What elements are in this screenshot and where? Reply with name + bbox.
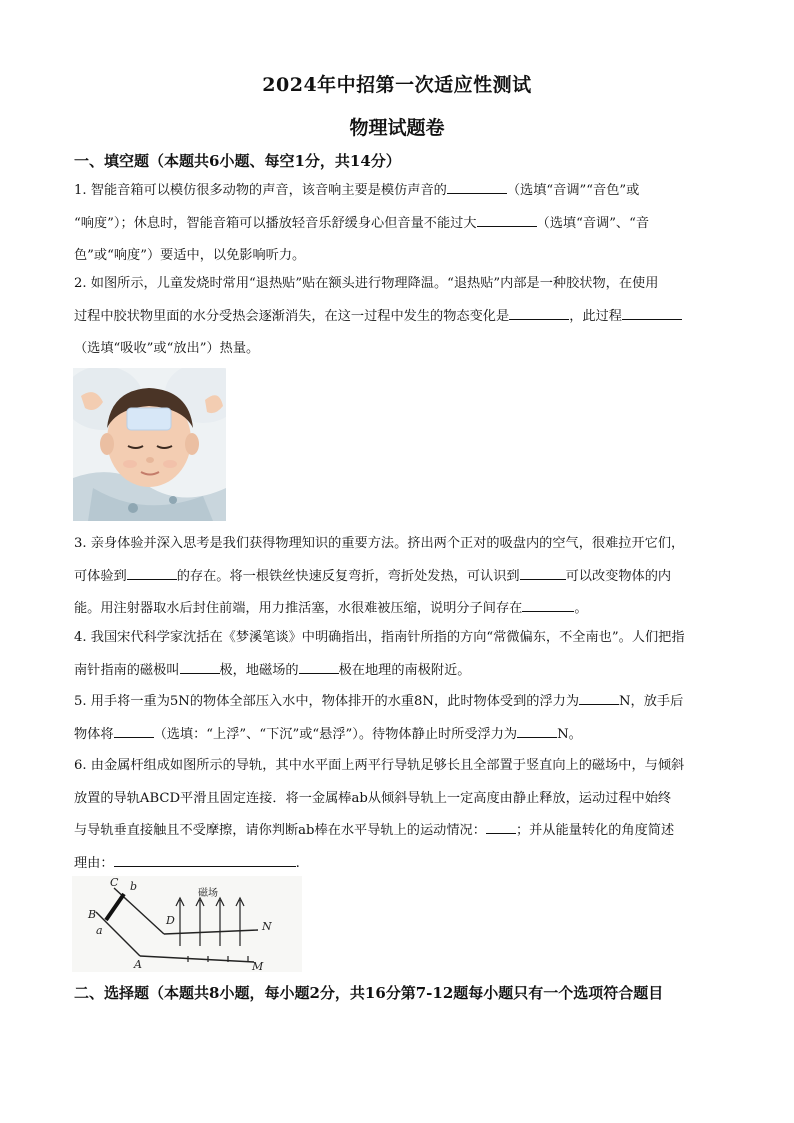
- label-a: a: [96, 924, 103, 937]
- answer-blank[interactable]: [180, 659, 220, 674]
- page-title: 2024年中招第一次适应性测试: [262, 74, 532, 96]
- q3-text: 的存在。将一根铁丝快速反复弯折，弯折处发热，可认识到: [176, 568, 520, 584]
- q3-text: 3. 亲身体验并深入思考是我们获得物理知识的重要方法。挤出两个正对的吸盘内的空气，很难拉开它们，: [74, 536, 685, 551]
- answer-blank[interactable]: [447, 179, 507, 194]
- answer-blank[interactable]: [579, 690, 619, 705]
- q1-text: （选填“音调”、“音: [536, 215, 650, 231]
- section-2-heading: 二、选择题（本题共8小题，每小题2分，共16分第7-12题每小题只有一个选项符合题目: [74, 984, 664, 1002]
- q6-text: 6. 由金属杆组成如图所示的导轨，其中水平面上两平行导轨足够长且全部置于竖直向上的磁场中，与倾斜: [74, 758, 685, 773]
- q3-text: 可以改变物体的内: [565, 568, 672, 584]
- q6-text: 放置的导轨ABCD平滑且固定连接．将一金属棒ab从倾斜导轨上一定高度由静止释放，运动过程中始终: [74, 790, 672, 806]
- q2-text: 过程中胶状物里面的水分受热会逐渐消失，在这一过程中发生的物态变化是: [74, 308, 510, 324]
- question-6: [74, 750, 724, 880]
- q5-text: 物体将: [74, 726, 114, 742]
- q4-text: 4. 我国宋代科学家沈括在《梦溪笔谈》中明确指出，指南针所指的方向“常微偏东，不全南也”。人们把指: [74, 630, 685, 645]
- q2-text: 2. 如图所示，儿童发烧时常用“退热贴”贴在额头进行物理降温。“退热贴”内部是一种胶状物，在使用: [74, 276, 659, 291]
- label-M: M: [252, 960, 264, 972]
- label-D: D: [166, 914, 175, 927]
- q3-text: 可体验到: [74, 568, 127, 584]
- answer-blank[interactable]: [486, 819, 516, 834]
- q1-text: 色”或“响度”）要适中，以免影响听力。: [74, 248, 306, 263]
- answer-blank[interactable]: [509, 305, 569, 320]
- q1-text: （选填“音调”“音色”或: [506, 183, 640, 198]
- q1-text: 1. 智能音箱可以模仿很多动物的声音，该音响主要是模仿声音的: [74, 183, 447, 198]
- label-C: C: [110, 876, 119, 889]
- section-1-heading: 一、填空题（本题共6小题、每空1分，共14分）: [74, 152, 401, 170]
- answer-blank[interactable]: [622, 305, 682, 320]
- label-field: 磁场: [198, 888, 218, 899]
- rail-diagram: [72, 876, 302, 972]
- q1-text: “响度”）；休息时，智能音箱可以播放轻音乐舒缓身心但音量不能过大: [74, 215, 477, 231]
- answer-blank[interactable]: [477, 212, 537, 227]
- label-b: b: [130, 880, 138, 893]
- q6-text: ；并从能量转化的角度简述: [515, 823, 675, 838]
- q4-text: 极，地磁场的: [219, 662, 299, 678]
- q6-text: 与导轨垂直接触且不受摩擦，请你判断ab棒在水平导轨上的运动情况：: [74, 823, 486, 838]
- q6-text: .: [295, 855, 300, 871]
- page-subtitle: 物理试题卷: [349, 117, 445, 139]
- q5-text: N。: [557, 726, 582, 742]
- q4-text: 南针指南的磁极叫: [74, 662, 180, 678]
- answer-blank[interactable]: [114, 852, 296, 867]
- answer-blank[interactable]: [522, 597, 574, 612]
- question-5: [74, 686, 724, 751]
- q6-text: 理由：: [74, 855, 114, 871]
- q2-text: （选填“吸收”或“放出”）热量。: [74, 341, 260, 356]
- question-1: [74, 175, 724, 273]
- q5-text: N，放手后: [619, 694, 684, 709]
- q3-text: 。: [574, 601, 588, 616]
- answer-blank[interactable]: [114, 723, 154, 738]
- answer-blank[interactable]: [127, 565, 177, 580]
- answer-blank[interactable]: [520, 565, 566, 580]
- q5-text: 5. 用手将一重为5N的物体全部压入水中，物体排开的水重8N，此时物体受到的浮力为: [74, 694, 580, 709]
- q5-text: （选填：“上浮”、“下沉”或“悬浮”）。待物体静止时所受浮力为: [153, 726, 518, 742]
- question-2: [74, 268, 724, 366]
- child-fever-patch-photo: [73, 368, 226, 521]
- question-3: [74, 528, 724, 626]
- question-4: [74, 622, 724, 687]
- answer-blank[interactable]: [299, 659, 339, 674]
- answer-blank[interactable]: [517, 723, 557, 738]
- q4-text: 极在地理的南极附近。: [338, 662, 471, 678]
- q3-text: 能。用注射器取水后封住前端，用力推活塞，水很难被压缩，说明分子间存在: [74, 601, 523, 616]
- label-A: A: [134, 958, 142, 971]
- q2-text: ，此过程: [569, 308, 622, 324]
- label-N: N: [262, 920, 272, 933]
- label-B: B: [88, 908, 97, 921]
